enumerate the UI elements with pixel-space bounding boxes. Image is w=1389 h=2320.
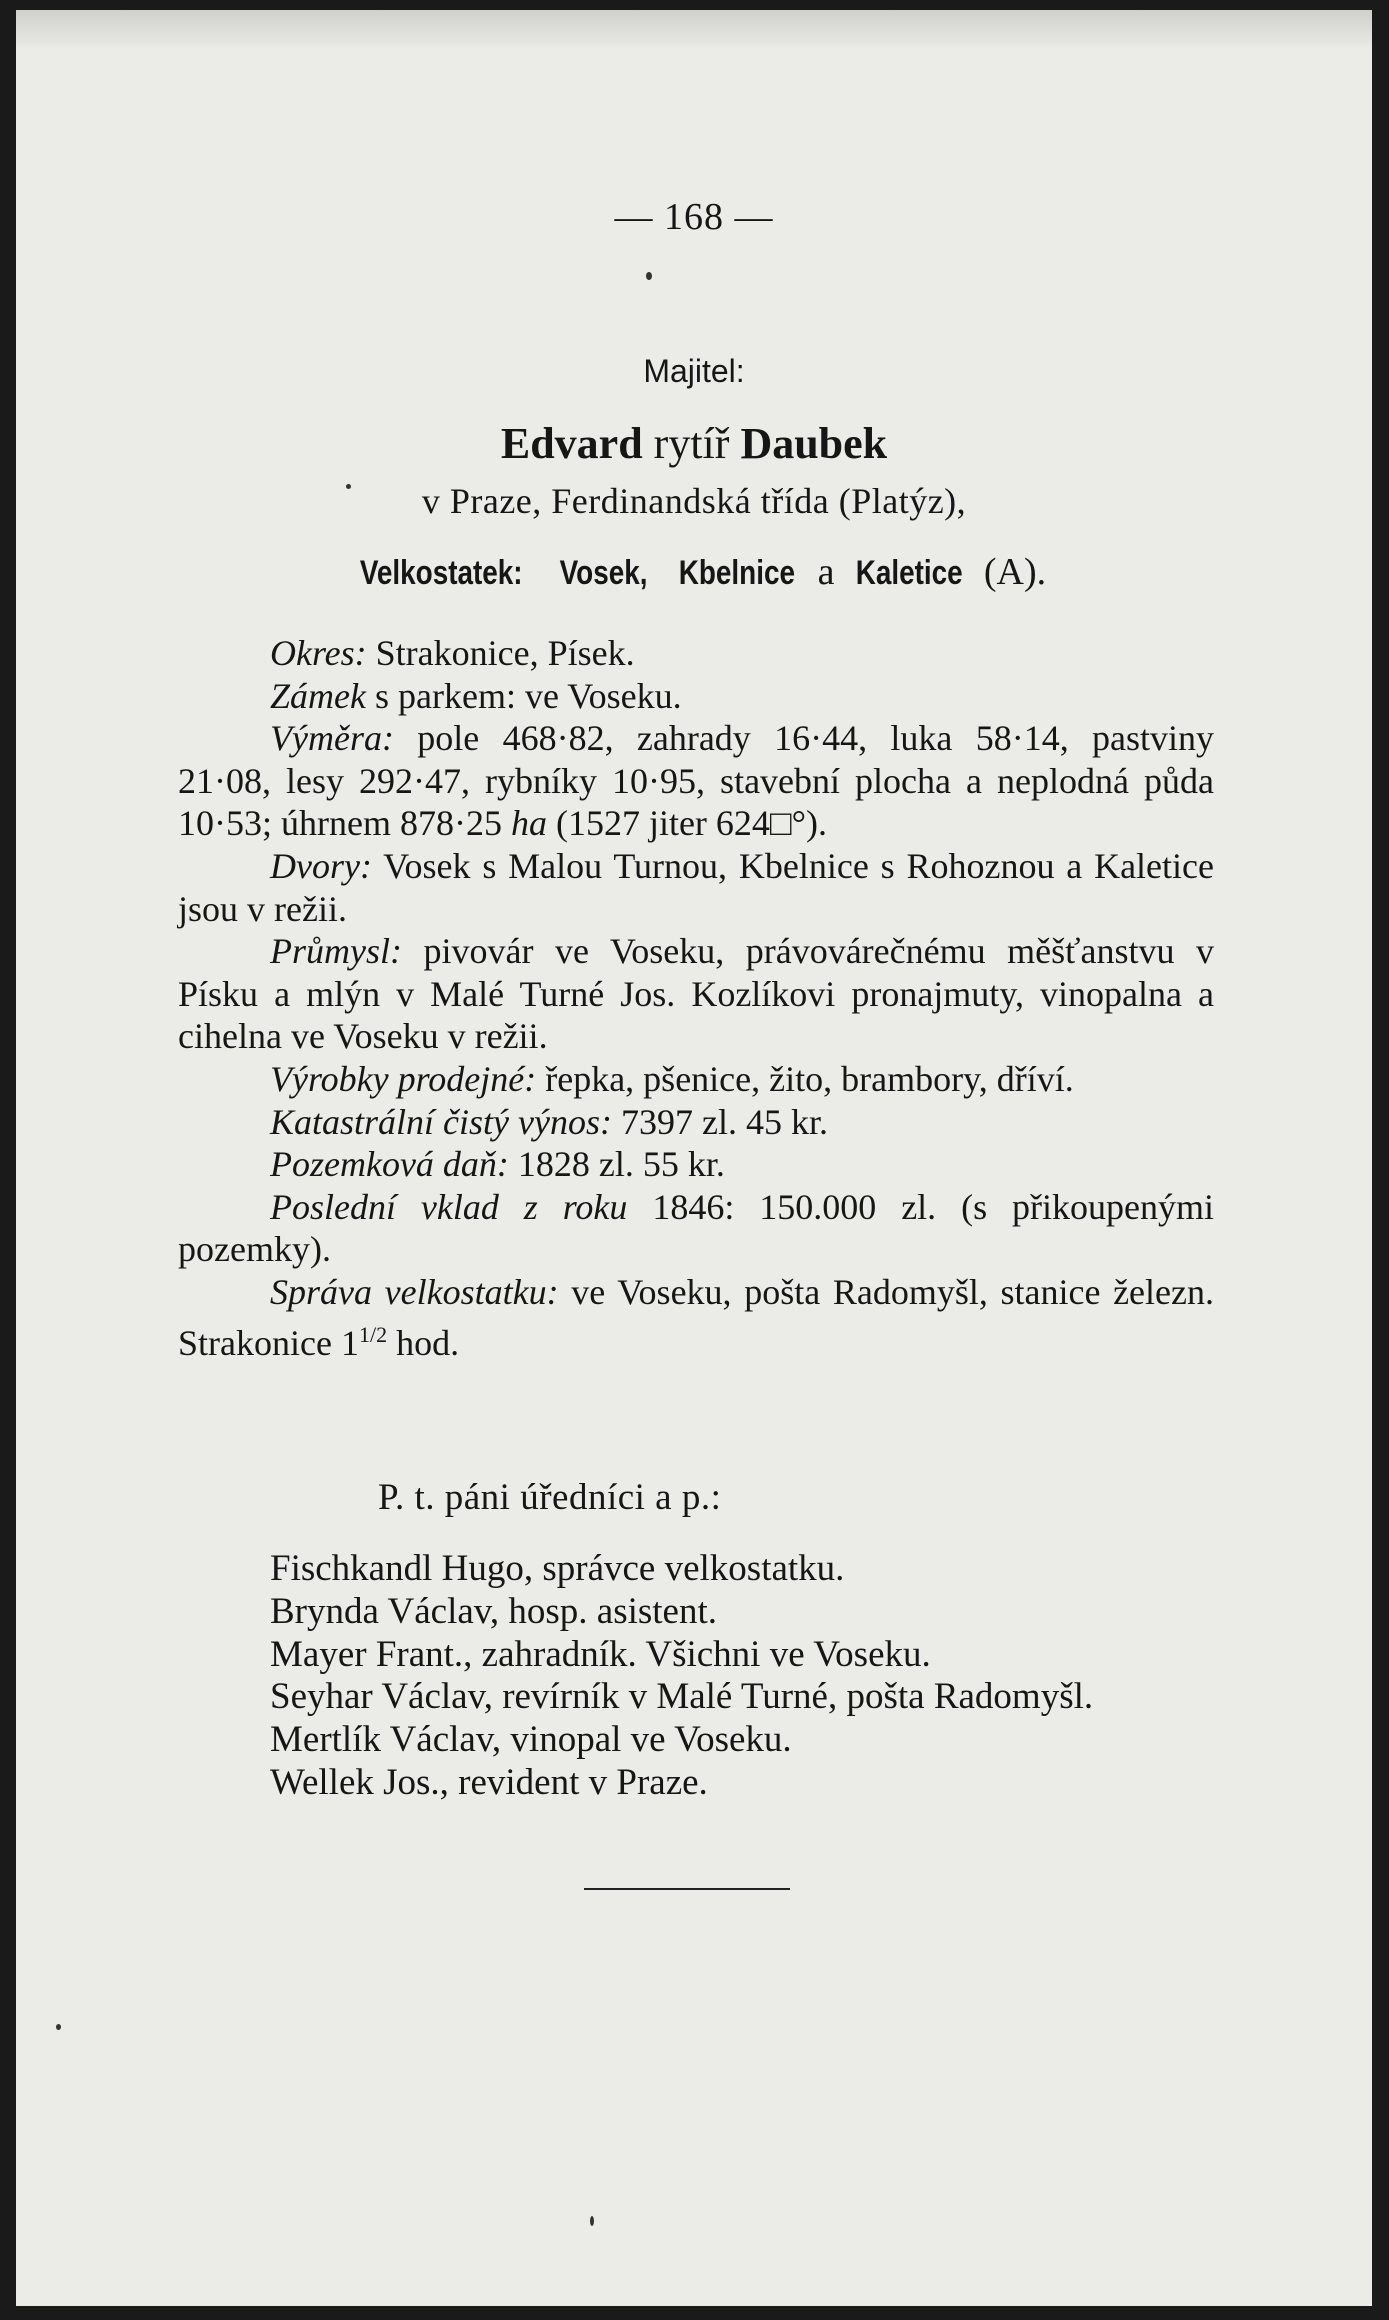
staff-entry: Mayer Frant., zahradník. Všichni ve Voseku. [270, 1633, 931, 1675]
entry-value: Strakonice, Písek. [375, 633, 635, 673]
scan-speck [56, 2024, 61, 2030]
owner-surname: Daubek [740, 419, 888, 468]
entry-label: Katastrální čistý výnos: [270, 1101, 612, 1142]
entry-okres [178, 632, 1214, 675]
staff-entry: Brynda Václav, hosp. asistent. [270, 1590, 717, 1632]
scan-speck [590, 2216, 594, 2226]
entry-vymera [178, 717, 1214, 845]
end-rule [584, 1888, 790, 1890]
entry-value: 7397 zl. 45 kr. [620, 1101, 828, 1142]
scan-speck [646, 272, 652, 280]
entry-label: Správa velkostatku: [270, 1271, 559, 1312]
entry-value: (1527 jiter 624□°). [555, 803, 828, 844]
staff-heading: P. t. páni úředníci a p.: [378, 1477, 722, 1518]
entry-label: Pozemková daň: [270, 1144, 509, 1185]
hours-fraction: 1/2 [358, 1321, 388, 1347]
estate-label: Velkostatek: [359, 554, 523, 592]
owner-first-name: Edvard [500, 419, 643, 468]
estate-code: (A). [983, 551, 1047, 593]
entry-katastr [178, 1101, 1214, 1144]
staff-entry: Seyhar Václav, revírník v Malé Turné, pošta Radomyšl. [270, 1676, 1094, 1718]
book-page [16, 10, 1372, 2306]
estate-place-vosek: Vosek, [559, 554, 648, 592]
entry-label: Výměra: [270, 718, 394, 759]
staff-entry: Fischkandl Hugo, správce velkostatku. [270, 1548, 845, 1589]
estate-heading [16, 550, 1372, 594]
owner-label: Majitel: [643, 353, 745, 389]
entry-value: 1846: 150.000 zl. (s přikoupenými pozemky). [178, 1186, 1215, 1270]
entry-dan [178, 1143, 1214, 1186]
hours-unit: hod. [396, 1322, 460, 1363]
page-number: — 168 — [614, 196, 774, 238]
entry-vyrobky [178, 1058, 1214, 1101]
staff-entry: Mertlík Václav, vinopal ve Voseku. [270, 1719, 792, 1761]
entry-prumysl [178, 930, 1214, 1058]
entry-value: pole 468·82, zahrady 16·44, luka 58·14, pastviny 21·08, lesy 292·47, rybníky 10·95, stavební plocha a neplodná půda 10·53; úhrnem 878·25 [178, 718, 1215, 844]
owner-name [16, 418, 1372, 469]
entry-vklad [178, 1186, 1214, 1271]
scan-speck [346, 484, 351, 489]
entry-value: pivovár ve Voseku, právovárečnému měšťanstvu v Písku a mlýn v Malé Turné Jos. Kozlíkovi pronajmuty, vinopalna a cihelna ve Voseku v režii. [178, 931, 1215, 1057]
entry-value: řepka, pšenice, žito, brambory, dříví. [545, 1058, 1074, 1099]
entry-label: Průmysl: [270, 931, 402, 972]
entry-label: Dvory: [270, 845, 372, 886]
entry-label: Okres: [270, 633, 367, 673]
staff-list [178, 1548, 1214, 1805]
estate-place-kaletice: Kaletice [855, 554, 963, 592]
staff-entry: Wellek Jos., revident v Praze. [270, 1761, 708, 1803]
entry-value: Vosek s Malou Turnou, Kbelnice s Rohoznou a Kaletice jsou v režii. [178, 845, 1214, 929]
entry-label: Zámek [270, 675, 366, 716]
entry-label: Poslední vklad z roku [270, 1186, 628, 1227]
area-unit: ha [510, 803, 547, 844]
owner-title: rytíř [653, 419, 730, 468]
hours-int: 1 [340, 1322, 359, 1363]
estate-place-kbelnice: Kbelnice [679, 554, 796, 592]
entry-value: s parkem: ve Voseku. [374, 675, 682, 716]
estate-conjunction: a [817, 551, 835, 593]
scan-shadow [16, 10, 1372, 50]
estate-details [178, 632, 1214, 1364]
entry-value: ve Voseku, pošta Radomyšl, stanice železn. Strakonice [178, 1271, 1214, 1363]
entry-zamek [178, 675, 1214, 718]
entry-sprava [178, 1271, 1214, 1364]
entry-value: 1828 zl. 55 kr. [517, 1144, 725, 1185]
entry-dvory [178, 845, 1214, 930]
entry-label: Výrobky prodejné: [270, 1058, 537, 1099]
owner-address: v Praze, Ferdinandská třída (Platýz), [421, 481, 967, 521]
